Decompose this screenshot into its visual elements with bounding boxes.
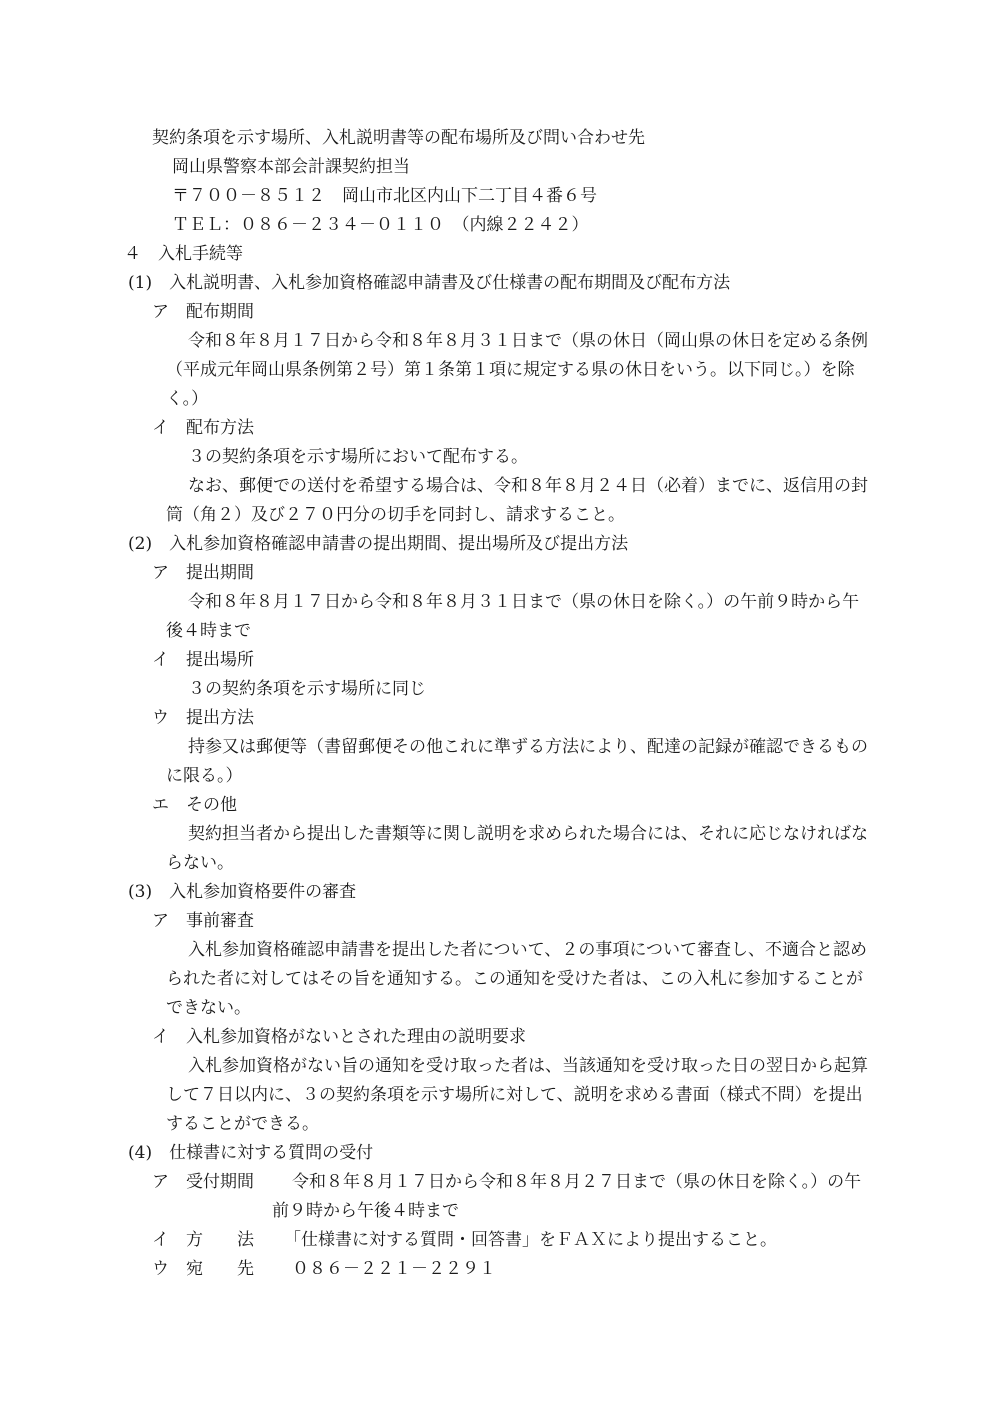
item-1b-line-3: 筒（角２）及び２７０円分の切手を同封し、請求すること。 [166,505,625,525]
item-1b-line-1: ３の契約条項を示す場所において配布する。 [188,447,528,467]
subsection-4-title: (4) 仕様書に対する質問の受付 [128,1143,374,1163]
item-4b-line-1: 「仕様書に対する質問・回答書」をＦＡＸにより提出すること。 [284,1230,777,1250]
contact-address: 〒７００－８５１２ 岡山市北区内山下二丁目４番６号 [172,186,597,206]
item-1a-line-1: 令和８年８月１７日から令和８年８月３１日まで（県の休日（岡山県の休日を定める条例 [188,331,868,351]
item-4c-line-1: ０８６－２２１－２２９１ [292,1259,496,1279]
item-1a-line-2: （平成元年岡山県条例第２号）第１条第１項に規定する県の休日をいう。以下同じ。）を除 [166,360,855,380]
item-3b-line-1: 入札参加資格がない旨の通知を受け取った者は、当該通知を受け取った日の翌日から起算 [188,1056,868,1076]
subsection-3-title: (3) 入札参加資格要件の審査 [128,882,357,902]
item-4c-label: ウ 宛 先 [152,1259,254,1279]
item-2d-line-1: 契約担当者から提出した書類等に関し説明を求められた場合には、それに応じなければな [188,824,868,844]
item-3b-title: イ 入札参加資格がないとされた理由の説明要求 [152,1027,526,1047]
item-2b-line-1: ３の契約条項を示す場所に同じ [188,679,426,699]
item-1b-title: イ 配布方法 [152,418,254,438]
item-2d-title: エ その他 [152,795,237,815]
item-3a-line-3: できない。 [166,998,251,1018]
item-1a-line-3: く。） [166,389,209,409]
section-4-title: ４ 入札手続等 [124,244,243,264]
item-4a-line-2: 前９時から午後４時まで [272,1201,459,1221]
item-4a-label: ア 受付期間 [152,1172,254,1192]
item-3b-line-2: して７日以内に、３の契約条項を示す場所に対して、説明を求める書面（様式不問）を提出 [166,1085,863,1105]
contact-office: 岡山県警察本部会計課契約担当 [172,157,410,177]
item-4b-label: イ 方 法 [152,1230,254,1250]
item-2c-title: ウ 提出方法 [152,708,254,728]
item-3a-line-1: 入札参加資格確認申請書を提出した者について、２の事項について審査し、不適合と認め [188,940,867,960]
item-1b-line-2: なお、郵便での送付を希望する場合は、令和８年８月２４日（必着）までに、返信用の封 [188,476,868,496]
item-3a-title: ア 事前審査 [152,911,254,931]
item-3b-line-3: することができる。 [166,1114,319,1134]
item-2a-line-1: 令和８年８月１７日から令和８年８月３１日まで（県の休日を除く。）の午前９時から午 [188,592,860,612]
subsection-1-title: (1) 入札説明書、入札参加資格確認申請書及び仕様書の配布期間及び配布方法 [128,273,731,293]
item-2d-line-2: らない。 [166,853,234,873]
item-1a-title: ア 配布期間 [152,302,254,322]
item-2c-line-2: に限る。） [166,766,243,786]
item-2b-title: イ 提出場所 [152,650,254,670]
item-2a-line-2: 後４時まで [166,621,251,641]
contact-heading: 契約条項を示す場所、入札説明書等の配布場所及び問い合わせ先 [152,128,645,148]
item-2c-line-1: 持参又は郵便等（書留郵便その他これに準ずる方法により、配達の記録が確認できるもの [188,737,868,757]
contact-tel: ＴＥＬ：０８６－２３４－０１１０ （内線２２４２） [172,215,589,235]
item-2a-title: ア 提出期間 [152,563,254,583]
item-3a-line-2: られた者に対してはその旨を通知する。この通知を受けた者は、この入札に参加することが [166,969,863,989]
item-4a-line-1: 令和８年８月１７日から令和８年８月２７日まで（県の休日を除く。）の午 [292,1172,862,1192]
subsection-2-title: (2) 入札参加資格確認申請書の提出期間、提出場所及び提出方法 [128,534,629,554]
